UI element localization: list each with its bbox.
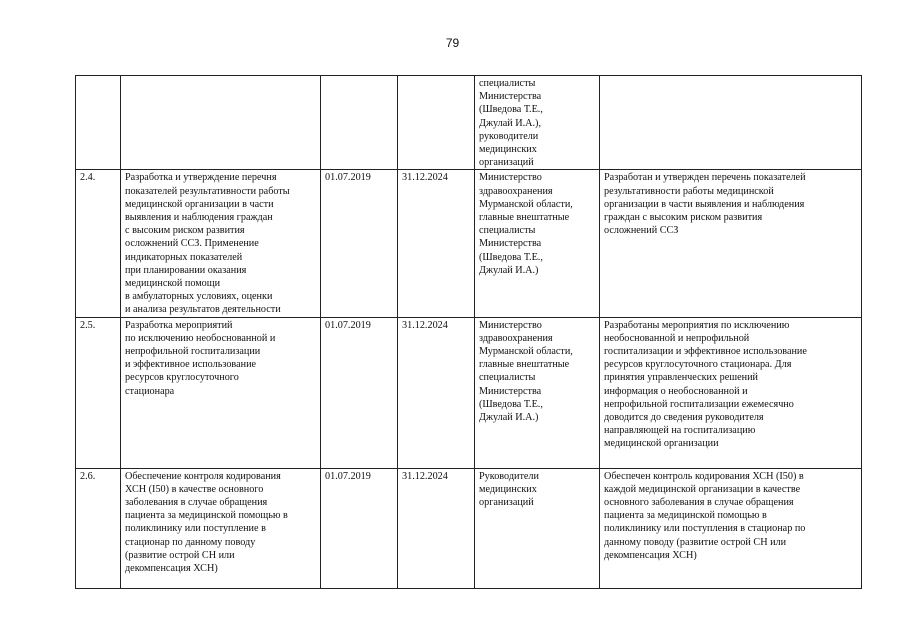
responsible-cell: Руководители медицинских организаций [475, 468, 600, 588]
action-plan-table [75, 75, 862, 589]
table-row [76, 468, 862, 588]
item-number-cell: 2.4. [76, 170, 121, 317]
event-cell: Обеспечение контроля кодирования ХСН (I50) в качестве основного заболевания в случае обращения пациента за медицинской помощью в поликлинику или поступление в стационар по данному поводу (развитие острой СН или декомпенсация ХСН) [121, 468, 321, 588]
start-date-cell: 01.07.2019 [321, 317, 398, 468]
start-date-cell [321, 76, 398, 170]
item-number-cell [76, 76, 121, 170]
end-date-cell [398, 76, 475, 170]
page-number: 79 [445, 36, 460, 50]
responsible-cell: Министерство здравоохранения Мурманской области, главные внештатные специалисты Министерства (Шведова Т.Е., Джулай И.А.) [475, 170, 600, 317]
responsible-cell: Министерство здравоохранения Мурманской области, главные внештатные специалисты Министерства (Шведова Т.Е., Джулай И.А.) [475, 317, 600, 468]
result-cell: Разработаны мероприятия по исключению необоснованной и непрофильной госпитализации и эффективное использование ресурсов круглосуточного стационара. Для принятия управленческих решений информация о необоснованной и непрофильной госпитализации ежемесячно доводится до сведения руководителя направляющей на госпитализацию медицинской организации [600, 317, 862, 468]
item-number-cell: 2.5. [76, 317, 121, 468]
start-date-cell: 01.07.2019 [321, 468, 398, 588]
table-row [76, 76, 862, 170]
result-cell [600, 76, 862, 170]
start-date-cell: 01.07.2019 [321, 170, 398, 317]
table-row [76, 170, 862, 317]
end-date-cell: 31.12.2024 [398, 317, 475, 468]
table-row [76, 317, 862, 468]
end-date-cell: 31.12.2024 [398, 170, 475, 317]
event-cell: Разработка и утверждение перечня показателей результативности работы медицинской организации в части выявления и наблюдения граждан с высоким риском развития осложнений ССЗ. Применение индикаторных показателей при планировании оказания медицинской помощи в амбулаторных условиях, оценки и анализа результатов деятельности [121, 170, 321, 317]
event-cell: Разработка мероприятий по исключению необоснованной и непрофильной госпитализации и эффективное использование ресурсов круглосуточного стационара [121, 317, 321, 468]
responsible-cell: специалисты Министерства (Шведова Т.Е., Джулай И.А.), руководители медицинских организаций [475, 76, 600, 170]
end-date-cell: 31.12.2024 [398, 468, 475, 588]
item-number-cell: 2.6. [76, 468, 121, 588]
result-cell: Обеспечен контроль кодирования ХСН (I50) в каждой медицинской организации в качестве основного заболевания в случае обращения пациента за медицинской помощью в поликлинику или поступления в стационар по данному поводу (развитие острой СН или декомпенсация ХСН) [600, 468, 862, 588]
event-cell [121, 76, 321, 170]
result-cell: Разработан и утвержден перечень показателей результативности работы медицинской организации в части выявления и наблюдения граждан с высоким риском развития осложнений ССЗ [600, 170, 862, 317]
